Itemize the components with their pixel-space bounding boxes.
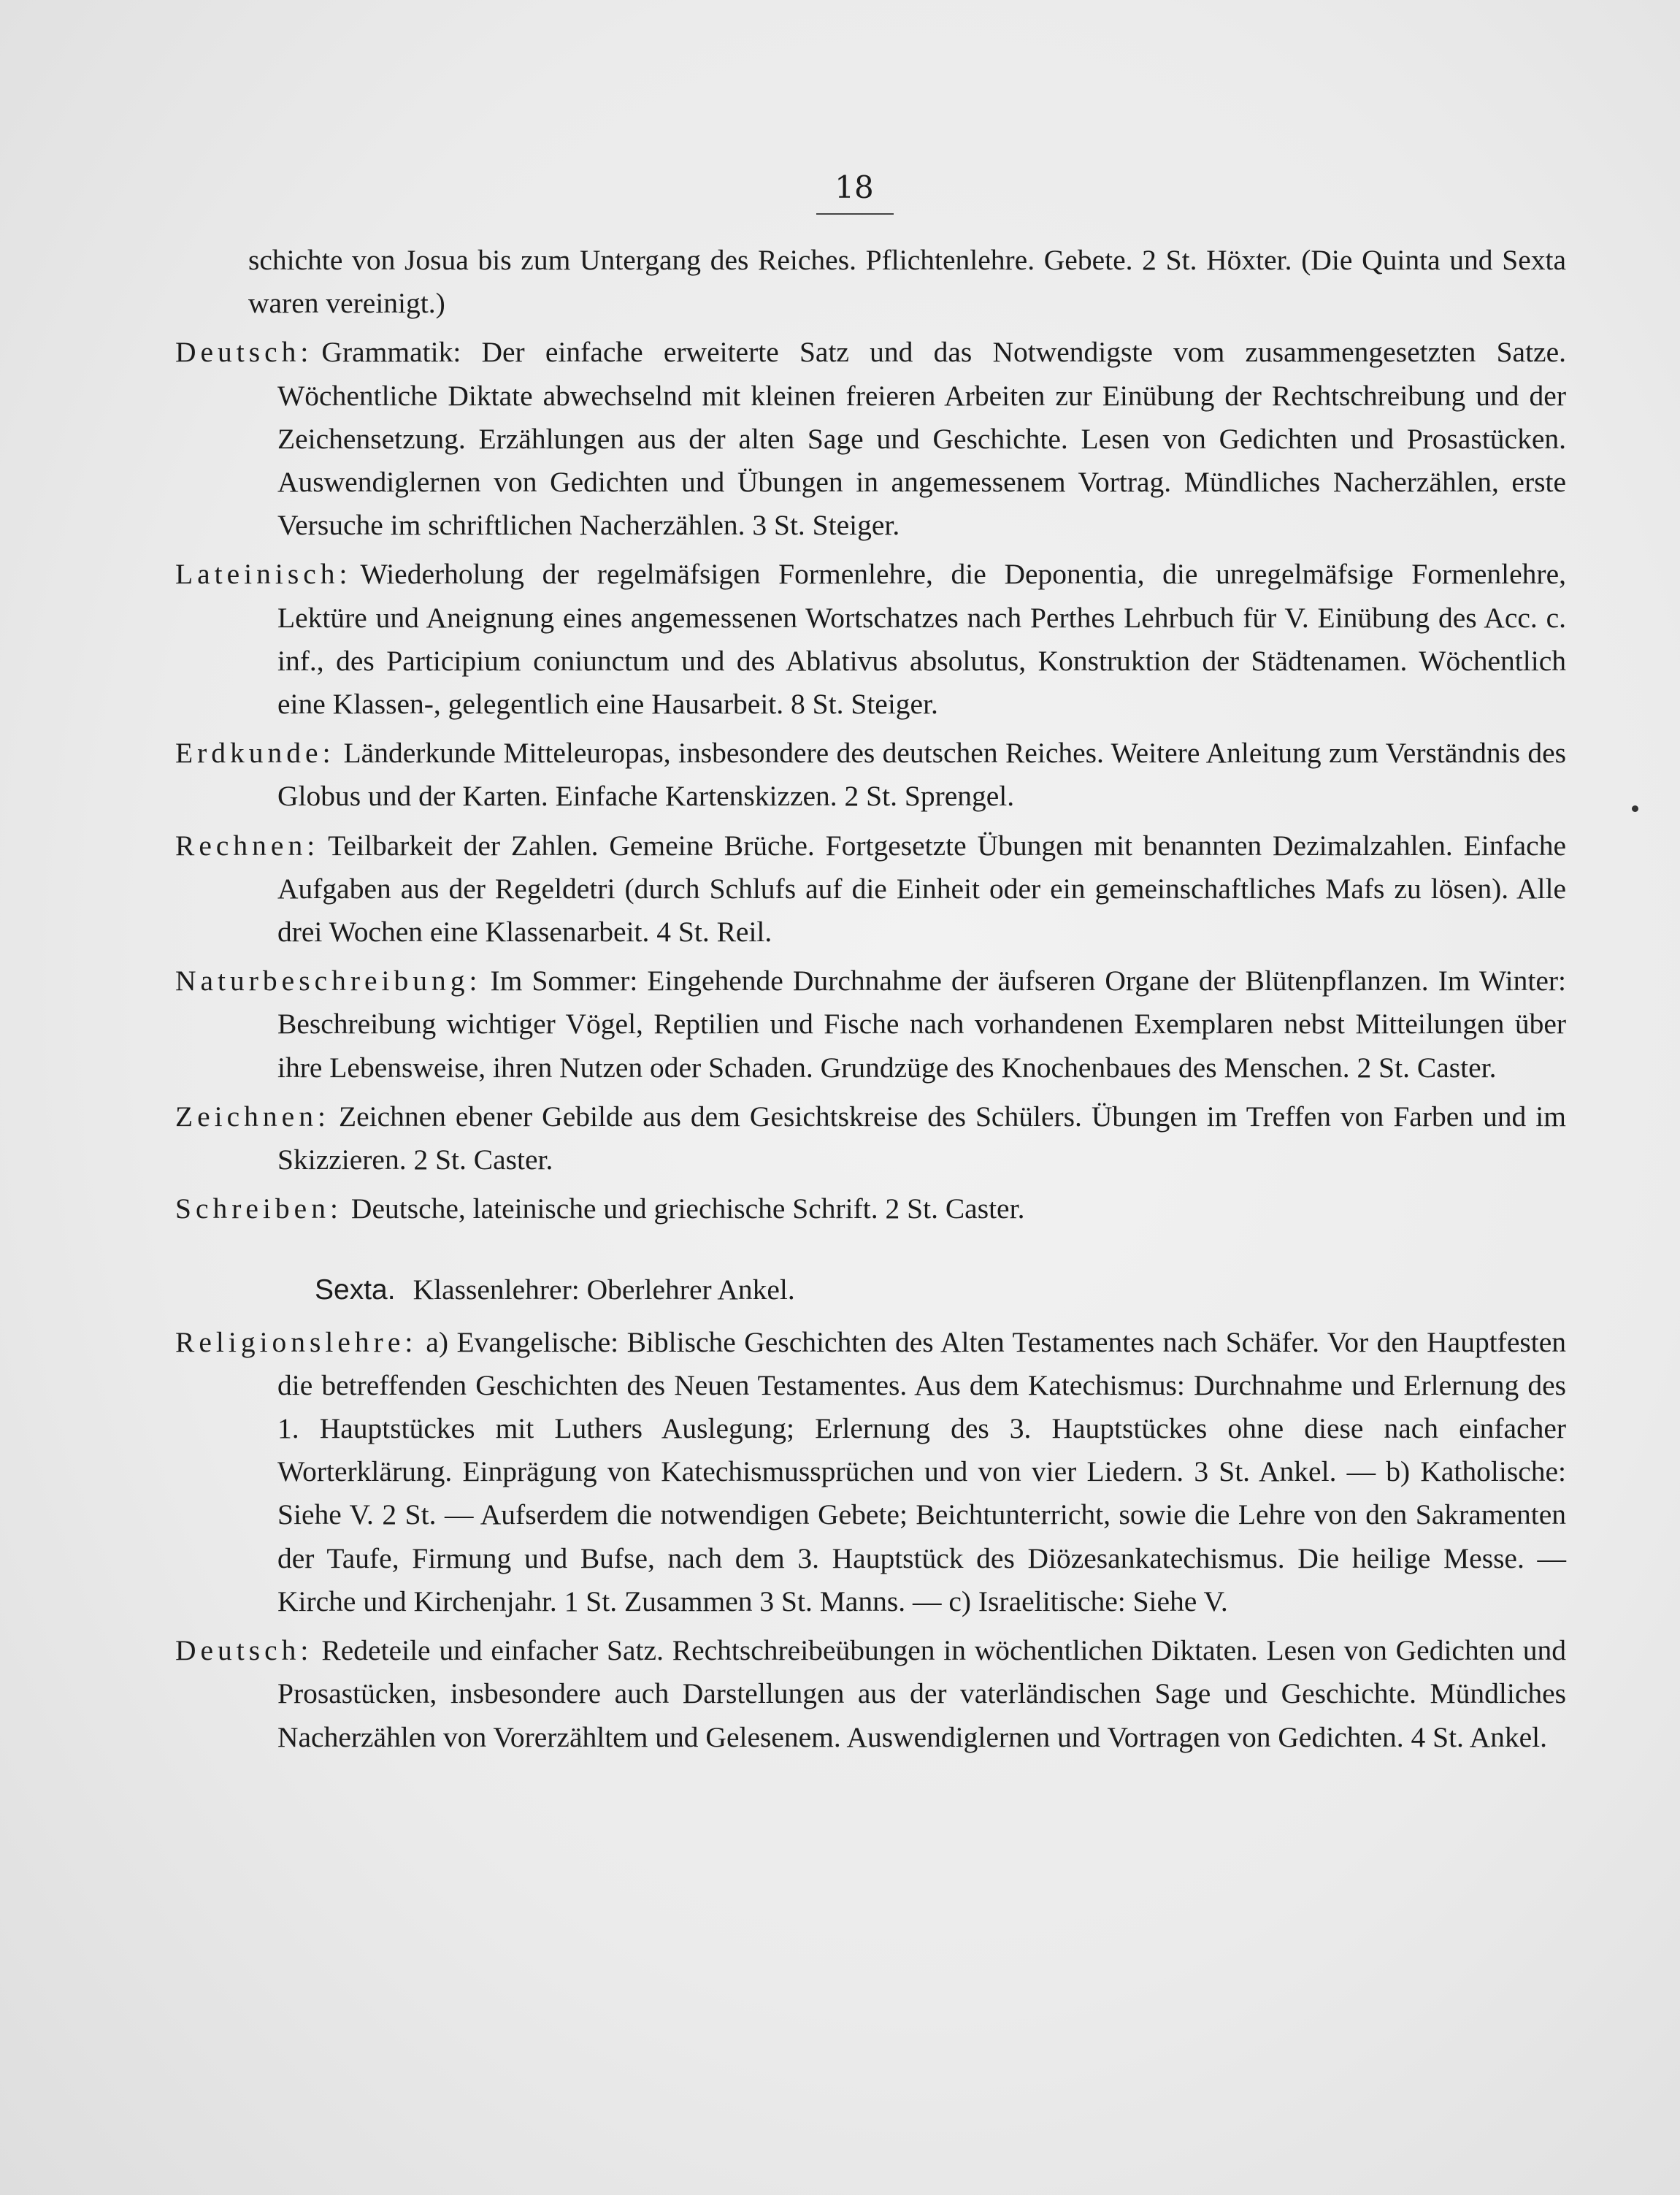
intro-paragraph: schichte von Josua bis zum Untergang des Reiches. Pflichtenlehre. Gebete. 2 St. Höxter. (Die Quinta und Sexta waren vereinigt.) (248, 244, 1566, 320)
entry-text: Redeteile und einfacher Satz. Rechtschreibeübungen in wöchentlichen Diktaten. Lesen von Gedichten und Prosastücken, insbesondere auch Darstellungen aus der vaterländischen Sage und Geschichte. Mündliches Nacherzählen von Vorerzähltem und Gelesenem. Auswendiglernen und Vortragen von Gedichten. 4 St. Ankel. (277, 1634, 1566, 1753)
body-text (175, 239, 1566, 1759)
entry-text: Teilbarkeit der Zahlen. Gemeine Brüche. Fortgesetzte Übungen mit benannten Dezimalzahlen. Einfache Aufgaben aus der Regeldetri (durch Schlufs auf die Einheit oder ein gemeinschaftliches Mafs zu lösen). Alle drei Wochen eine Klassenarbeit. 4 St. Reil. (277, 829, 1566, 949)
entry-label: Deutsch: (175, 336, 313, 369)
page-number-rule (816, 213, 894, 215)
sexta-entry-deutsch (175, 1629, 1566, 1759)
entry-label: Naturbeschreibung: (175, 965, 482, 997)
entry-label: Rechnen: (175, 829, 320, 862)
entry-label: Schreiben: (175, 1192, 342, 1225)
section-title: Sexta. (315, 1274, 396, 1306)
entry-text: a) Evangelische: Biblische Geschichten des Alten Testamentes nach Schäfer. Vor den Hauptfesten die betreffenden Geschichten des Neuen Testamentes. Aus dem Katechismus: Durchnahme und Erlernung des 1. Hauptstückes mit Luthers Auslegung; Erlernung des 3. Hauptstückes ohne diese nach einfacher Worterklärung. Einprägung von Katechismussprüchen und von vier Liedern. 3 St. Ankel. — b) Katholische: Siehe V. 2 St. — Aufserdem die notwendigen Gebete; Beichtunterricht, sowie die Lehre von den Sakramenten der Taufe, Firmung und Bufse, nach dem 3. Hauptstück des Diözesankatechismus. Die heilige Messe. — Kirche und Kirchenjahr. 1 St. Zusammen 3 St. Manns. — c) Israelitische: Siehe V. (277, 1325, 1566, 1617)
quinta-entry-rechnen (175, 824, 1566, 954)
quinta-entry-deutsch (175, 331, 1566, 547)
page-number: 18 (835, 169, 874, 205)
margin-dot-mark (1632, 805, 1638, 812)
sexta-entry-religionslehre (175, 1321, 1566, 1623)
entry-text: Im Sommer: Eingehende Durchnahme der äufseren Organe der Blütenpflanzen. Im Winter: Beschreibung wichtiger Vögel, Reptilien und Fische nach vorhandenen Exemplaren nebst Mitteilungen über ihre Lebensweise, ihren Nutzen oder Schaden. Grundzüge des Knochenbaues des Menschen. 2 St. Caster. (277, 965, 1566, 1084)
quinta-entry-zeichnen (175, 1095, 1566, 1181)
entry-label: Religionslehre: (175, 1325, 418, 1358)
quinta-entry-erdkunde (175, 732, 1566, 818)
entry-text: Wiederholung der regelmäfsigen Formenlehre, die Deponentia, die unregelmäfsige Formenlehre, Lektüre und Aneignung eines angemessenen Wortschatzes nach Perthes Lehrbuch für V. Einübung des Acc. c. inf., des Participium coniunctum und des Ablativus absolutus, Konstruktion der Städtenamen. Wöchentlich eine Klassen-, gelegentlich eine Hausarbeit. 8 St. Steiger. (277, 558, 1566, 721)
entry-text: Grammatik: Der einfache erweiterte Satz und das Notwendigste vom zusammengesetzten Satze. Wöchentliche Diktate abwechselnd mit kleinen freieren Arbeiten zur Einübung der Rechtschreibung und der Zeichensetzung. Erzählungen aus der alten Sage und Geschichte. Lesen von Gedichten und Prosastücken. Auswendiglernen von Gedichten und Übungen in angemessenem Vortrag. Mündliches Nacherzählen, erste Versuche im schriftlichen Nacherzählen. 3 St. Steiger. (277, 336, 1566, 542)
entry-text: Deutsche, lateinische und griechische Schrift. 2 St. Caster. (350, 1192, 1025, 1225)
entry-label: Lateinisch: (175, 558, 352, 591)
quinta-entry-naturbeschreibung (175, 959, 1566, 1089)
quinta-entry-lateinisch (175, 553, 1566, 726)
quinta-entry-schreiben (175, 1187, 1566, 1230)
section-heading-sexta (175, 1268, 1566, 1311)
entry-text: Länderkunde Mitteleuropas, insbesondere des deutschen Reiches. Weitere Anleitung zum Verständnis des Globus und der Karten. Einfache Kartenskizzen. 2 St. Sprengel. (277, 737, 1566, 813)
class-teacher: Klassenlehrer: Oberlehrer Ankel. (413, 1273, 795, 1306)
entry-text: Zeichnen ebener Gebilde aus dem Gesichtskreise des Schülers. Übungen im Treffen von Farben und im Skizzieren. 2 St. Caster. (277, 1100, 1566, 1176)
entry-label: Zeichnen: (175, 1100, 330, 1133)
entry-label: Deutsch: (175, 1634, 313, 1667)
entry-label: Erdkunde: (175, 737, 335, 770)
